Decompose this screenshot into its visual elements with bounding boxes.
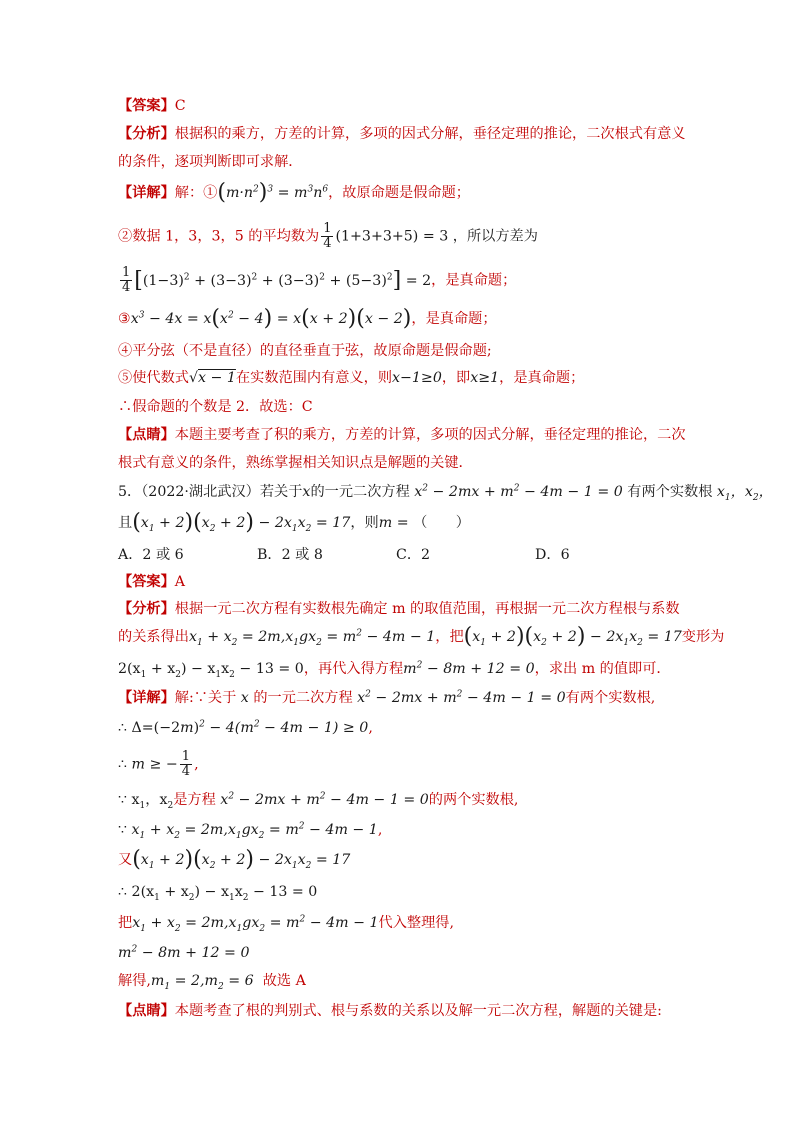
detail-tag: 【详解】	[118, 690, 175, 706]
formula: $x^2 - 2mx + m^2 - 4m - 1 = 0$	[215, 791, 429, 808]
formula: $m^2 - 8m + 12 = 0$	[118, 944, 250, 961]
formula: $x^2 - 2mx + m^2 - 4m - 1 = 0$	[409, 483, 628, 500]
stem-text: 5．（2022·湖北武汉）若关于	[118, 484, 303, 500]
q5-stem-line-1: 5．（2022·湖北武汉）若关于x的一元二次方程 $x^2 - 2mx + m^2 - 4m - 1 = 0$ 有两个实数根 $x_1$，$x_2$，	[118, 483, 773, 503]
q5-detail-line-9	[118, 943, 249, 963]
comment-text: 本题考查了根的判别式、根与系数的关系以及解一元二次方程，解题的关键是:	[174, 1003, 662, 1019]
detail-text: ，是真命题；	[411, 311, 497, 327]
formula: $2(x_1 + x_2) - x_1x_2 - 13 = 0$	[118, 661, 304, 680]
q5-comment-line-1	[118, 1001, 662, 1021]
detail-text: 解:∵关于	[174, 690, 237, 706]
option-c: C．2	[396, 547, 431, 563]
q5-detail-line-5	[118, 820, 382, 840]
q4-detail-line-3	[118, 266, 516, 295]
formula: $x_1 + x_2 = 2m,x_1gx_2 = m^2 - 4m - 1$	[188, 628, 436, 648]
stem-text: （ ）	[413, 515, 470, 531]
formula: ∴ $2(x_1 + x_2) - x_1x_2 - 13 = 0$	[118, 884, 318, 903]
q4-analysis-line-2: 的条件，逐项判断即可求解．	[118, 154, 303, 170]
option-b: B．2 或 8	[257, 547, 323, 563]
q5-detail-line-7	[118, 882, 317, 902]
detail-text: 代入整理得,	[378, 915, 454, 931]
q5-detail-line-2	[118, 718, 373, 738]
comment-text: 本题主要考查了积的乘方，方差的计算，多项的因式分解，垂径定理的推论，二次	[174, 427, 686, 443]
formula: $x_1 + x_2 = 2m,x_1gx_2 = m^2 - 4m - 1$	[132, 914, 379, 934]
formula: $(x_1 + 2)(x_2 + 2) - 2x_1x_2 = 17$	[132, 847, 351, 872]
formula: ∵ $x_1$，$x_2$	[118, 792, 174, 811]
detail-text: ②数据 1，3，3，5 的平均数为	[118, 228, 320, 245]
detail-text: 把	[118, 915, 133, 931]
formula: $m^2 - 8m + 12 = 0$	[403, 660, 535, 677]
q5-analysis-line-2	[118, 624, 725, 649]
detail-text: 在实数范围内有意义，则	[235, 370, 393, 386]
detail-text: 又	[118, 852, 133, 868]
q5-detail-line-10	[118, 971, 306, 991]
detail-text: ,	[194, 756, 199, 773]
stem-text: 且	[118, 515, 133, 531]
answer-tag: 【答案】	[118, 98, 175, 114]
analysis-text: ，求出 m 的值即可．	[534, 661, 671, 677]
detail-text: 的一元二次方程	[253, 690, 353, 706]
detail-text: 故选 A	[262, 973, 306, 989]
q4-detail-line-1	[118, 180, 470, 205]
formula: $[(1-3)^2 + (3-3)^2 + (3-3)^2 + (5-3)^2] = 2$	[134, 267, 432, 293]
analysis-text: 的关系得出	[118, 629, 189, 645]
detail-text: ，是真命题；	[431, 272, 517, 289]
fraction: $\frac{1}{4}$	[323, 221, 332, 251]
formula: (1+3+3+5) = 3 ，所以方差为	[335, 228, 538, 245]
q4-detail-line-2	[118, 222, 538, 251]
q5-detail-line-6	[118, 847, 351, 872]
detail-text: ⑤使代数式	[118, 370, 189, 386]
fraction: $\frac{1}{4}$	[181, 749, 191, 779]
option-d: D．6	[535, 547, 570, 563]
q5-stem-line-2: 且$(x_1 + 2)(x_2 + 2) - 2x_1x_2 = 17$，则m = （ ）	[118, 510, 470, 535]
formula: ∴ m ≥ −	[118, 756, 178, 773]
detail-text: 有两个实数根,	[565, 690, 656, 706]
detail-text: ③	[118, 311, 131, 327]
detail-text: ，是真命题；	[499, 370, 585, 386]
q5-analysis-line-3	[118, 659, 671, 679]
q5-answer-line	[118, 572, 185, 592]
formula: $(x_1 + 2)(x_2 + 2) - 2x_1x_2 = 17$	[132, 510, 351, 535]
comment-tag: 【点睛】	[118, 427, 175, 443]
formula: √x − 1	[188, 370, 236, 386]
analysis-text: 根据一元二次方程有实数根先确定 m 的取值范围，再根据一元二次方程根与系数	[174, 601, 680, 617]
stem-text: 有两个实数根	[627, 484, 713, 500]
formula: x−1≥0	[392, 370, 442, 386]
q5-detail-line-8	[118, 913, 454, 933]
q4-comment-line-2: 根式有意义的条件，熟练掌握相关知识点是解题的关键．	[118, 455, 473, 471]
stem-text: ，则	[350, 515, 379, 531]
stem-text: 的一元二次方程	[310, 484, 410, 500]
option-a: A．2 或 6	[118, 547, 184, 563]
detail-text: 解：①	[174, 185, 218, 201]
analysis-text: ，再代入得方程	[303, 661, 404, 677]
detail-text: 是方程	[173, 792, 216, 808]
fraction: $\frac{1}{4}$	[122, 265, 131, 295]
detail-text: 的两个实数根,	[428, 792, 519, 808]
q4-detail-line-4	[118, 306, 497, 331]
q4-comment-line-1	[118, 425, 686, 445]
formula: $x^3 - 4x = x(x^2 - 4) = x(x + 2)(x - 2)$	[130, 306, 412, 331]
formula: ∵ $x_1 + x_2 = 2m,x_1gx_2 = m^2 - 4m - 1$	[118, 821, 378, 841]
analysis-text: 根据积的乘方，方差的计算，多项的因式分解，垂径定理的推论，二次根式有意义	[174, 126, 686, 142]
q5-detail-line-1: 【详解】解:∵关于 x 的一元二次方程 $x^2 - 2mx + m^2 - 4m - 1 = 0$有两个实数根,	[118, 689, 656, 706]
detail-text: 解得,	[118, 973, 151, 989]
formula: $m_1 = 2,m_2 = 6$	[150, 973, 254, 992]
analysis-text: 变形为	[681, 629, 725, 645]
analysis-tag: 【分析】	[118, 601, 175, 617]
q4-detail-line-7: ∴假命题的个数是 2．故选：C	[118, 399, 313, 415]
answer-value: C	[174, 98, 186, 114]
detail-tag: 【详解】	[118, 185, 175, 201]
formula: $x^2 - 2mx + m^2 - 4m - 1 = 0$	[352, 689, 566, 706]
formula: $(x_1 + 2)(x_2 + 2) - 2x_1x_2 = 17$	[463, 624, 682, 649]
q4-answer-line	[118, 96, 186, 116]
comment-tag: 【点睛】	[118, 1003, 175, 1019]
analysis-tag: 【分析】	[118, 126, 175, 142]
answer-tag: 【答案】	[118, 574, 175, 590]
q4-detail-line-5: ④平分弦（不是直径）的直径垂直于弦，故原命题是假命题;	[118, 343, 492, 359]
formula: $(m\cdot n^2)^3 = m^3n^6$	[217, 180, 329, 205]
detail-text: ，故原命题是假命题；	[328, 185, 470, 201]
detail-text: ，即	[441, 370, 471, 386]
formula: x≥1	[470, 370, 500, 386]
q5-detail-line-4	[118, 790, 518, 810]
detail-text: ,	[377, 822, 383, 838]
q5-analysis-line-1	[118, 599, 680, 619]
detail-text: ,	[368, 720, 373, 736]
q4-analysis-line-1	[118, 124, 686, 144]
q5-detail-line-3	[118, 750, 199, 779]
q4-detail-line-6	[118, 368, 584, 388]
analysis-text: ，把	[435, 629, 464, 645]
formula: ∴ $\Delta=(-2m)^2 - 4(m^2 - 4m - 1) \ge 0$	[118, 719, 369, 736]
answer-value: A	[174, 574, 186, 590]
